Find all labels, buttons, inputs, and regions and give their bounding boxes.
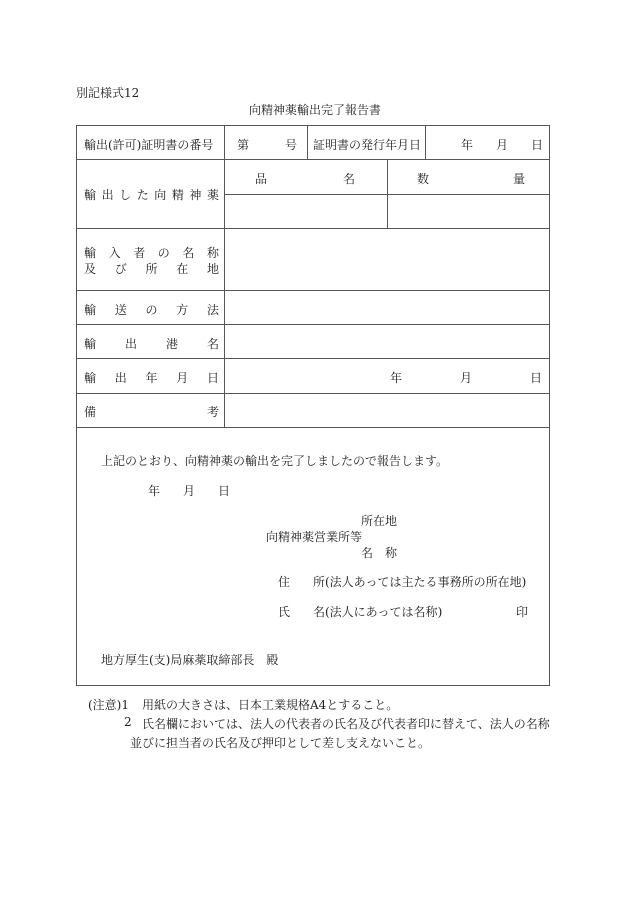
note-prefix: (注意)1 xyxy=(88,698,129,712)
report-table xyxy=(76,125,550,686)
importer-field[interactable] xyxy=(227,231,545,287)
importer-label-line2: 及 び 所 在 地 xyxy=(84,262,219,276)
note-2-line1: 氏名欄においては、法人の代表者の氏名及び代表者印に替えて、法人の名称 xyxy=(142,717,550,731)
cert-number-label: 輸出(許可)証明書の番号 xyxy=(84,138,214,152)
declaration-date[interactable]: 年 月 日 xyxy=(148,484,230,498)
row-divider xyxy=(77,324,549,325)
cert-number-field[interactable]: 第 号 xyxy=(237,138,297,152)
export-date-label: 輸 出 年 月 日 xyxy=(84,371,219,385)
row-divider xyxy=(77,427,549,428)
address-field[interactable]: 所(法人あっては主たる事務所の所在地) xyxy=(313,575,527,589)
column-divider xyxy=(425,126,426,159)
importer-label-line1: 輸 入 者 の 名 称 xyxy=(84,246,219,260)
seal-mark: 印 xyxy=(516,605,529,619)
business-label: 向精神薬営業所等 xyxy=(266,530,363,544)
name-label: 名 称 xyxy=(361,546,398,560)
quantity-field[interactable] xyxy=(390,197,546,226)
document-title: 向精神薬輸出完了報告書 xyxy=(248,103,381,117)
issue-date-field[interactable]: 年 月 日 xyxy=(461,138,543,152)
person-label-char: 氏 xyxy=(278,605,291,619)
row-divider xyxy=(77,358,549,359)
person-name-field[interactable]: 名(法人にあっては名称) xyxy=(313,605,443,619)
export-date-field[interactable]: 年 月 日 xyxy=(390,371,542,385)
product-name-field[interactable] xyxy=(227,197,385,226)
column-divider xyxy=(387,159,388,228)
address-label-char: 住 xyxy=(278,575,291,589)
note-2-line2: 並びに担当者の氏名及び押印として差し支えないこと。 xyxy=(130,736,431,750)
column-divider xyxy=(307,126,308,159)
addressee: 地方厚生(支)局麻薬取締部長 殿 xyxy=(101,653,279,667)
row-divider xyxy=(77,228,549,229)
note-1: 用紙の大きさは、日本工業規格A4とすること。 xyxy=(142,698,399,712)
row-divider xyxy=(77,290,549,291)
export-port-label: 輸 出 港 名 xyxy=(84,337,219,351)
exported-drug-label: 輸 出 し た 向 精 神 薬 xyxy=(84,188,219,202)
quantity-header: 数 量 xyxy=(417,172,525,186)
export-port-field[interactable] xyxy=(227,327,545,356)
row-divider xyxy=(77,159,549,160)
row-divider xyxy=(77,393,549,394)
declaration-statement: 上記のとおり、向精神薬の輸出を完了しましたので報告します。 xyxy=(101,454,449,468)
column-divider xyxy=(224,126,225,427)
transport-method-field[interactable] xyxy=(227,293,545,322)
location-label: 所在地 xyxy=(361,514,398,528)
transport-method-label: 輸 送 の 方 法 xyxy=(84,303,219,317)
issue-date-label: 証明書の発行年月日 xyxy=(313,138,422,152)
remarks-field[interactable] xyxy=(227,396,545,425)
product-name-header: 品 名 xyxy=(255,172,355,186)
form-number: 別記様式12 xyxy=(76,86,140,100)
remarks-label: 備 考 xyxy=(84,405,219,419)
note-2-number: 2 xyxy=(124,715,132,729)
